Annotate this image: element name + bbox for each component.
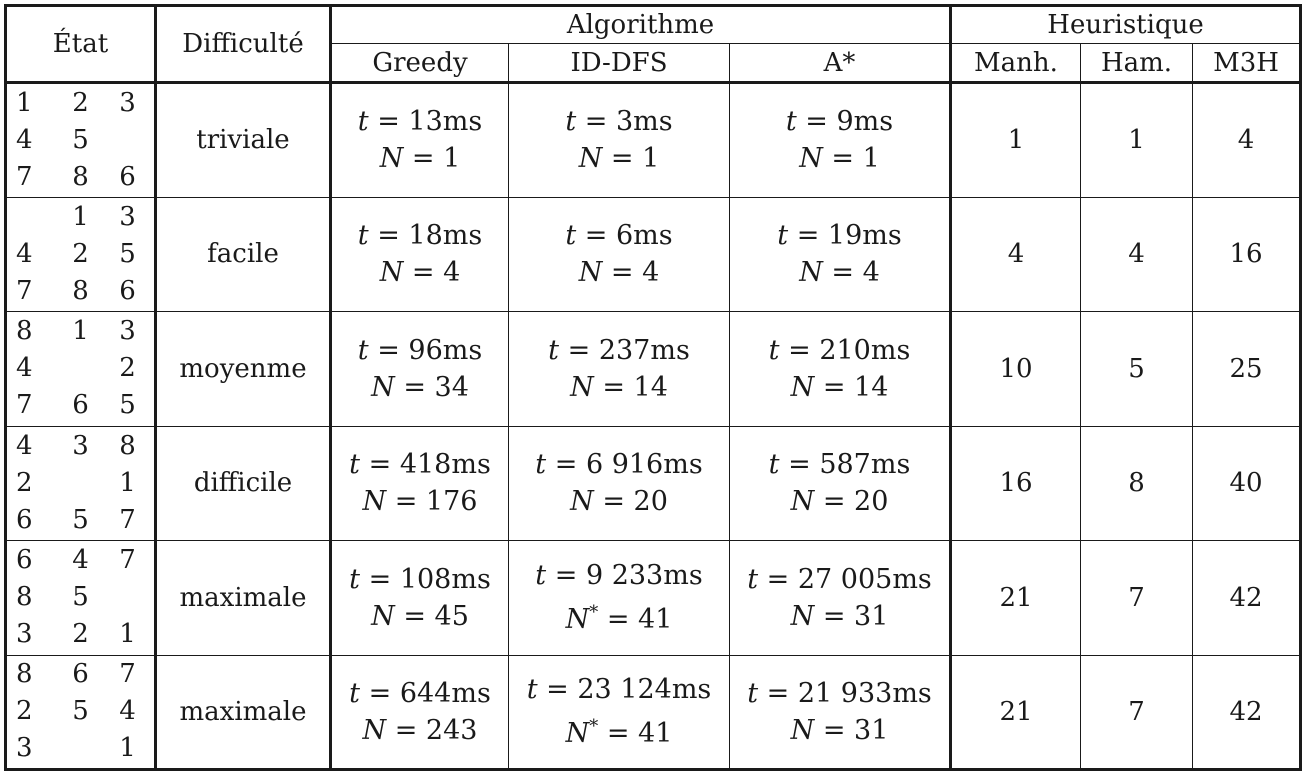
puzzle-tile: 3	[16, 733, 33, 764]
state-cell	[6, 541, 156, 656]
header-heuristique: Heuristique	[951, 6, 1301, 44]
state-cell	[6, 426, 156, 541]
manh-value: 16	[951, 426, 1081, 541]
puzzle-tile: 4	[72, 545, 89, 576]
puzzle-tile: 7	[16, 390, 33, 421]
iddfs-nodes: N* = 41	[565, 602, 673, 636]
puzzle-tile: 6	[72, 659, 89, 690]
greedy-cell	[331, 541, 509, 656]
puzzle-grid	[10, 199, 151, 310]
table-row	[6, 655, 1301, 770]
puzzle-tile: 2	[16, 467, 33, 498]
m3h-value: 42	[1193, 541, 1301, 656]
astar-time: t = 19ms	[777, 220, 902, 252]
iddfs-time: t = 237ms	[548, 334, 690, 366]
puzzle-tile: 2	[72, 87, 89, 118]
puzzle-tile: 2	[119, 353, 136, 384]
greedy-nodes: N = 243	[362, 714, 478, 746]
iddfs-cell	[509, 83, 730, 198]
difficulty-cell: moyenme	[156, 312, 331, 427]
difficulty-cell: maximale	[156, 655, 331, 770]
state-cell	[6, 312, 156, 427]
greedy-nodes: N = 4	[379, 257, 461, 289]
header-difficulte: Difficulté	[156, 6, 331, 83]
puzzle-tile: 3	[119, 87, 136, 118]
astar-time: t = 21 933ms	[747, 677, 932, 709]
puzzle-tile	[104, 579, 151, 616]
puzzle-grid	[10, 428, 151, 539]
header-astar: A*	[730, 44, 951, 83]
difficulty-cell: triviale	[156, 83, 331, 198]
greedy-cell	[331, 197, 509, 312]
astar-nodes: N = 14	[790, 371, 889, 403]
header-ham: Ham.	[1081, 44, 1193, 83]
header-row-1	[6, 6, 1301, 44]
iddfs-nodes: N = 1	[578, 143, 660, 175]
astar-cell	[730, 655, 951, 770]
state-cell	[6, 197, 156, 312]
greedy-time: t = 108ms	[349, 563, 491, 595]
iddfs-time: t = 23 124ms	[526, 674, 712, 706]
header-iddfs: ID-DFS	[509, 44, 730, 83]
manh-value: 4	[951, 197, 1081, 312]
iddfs-nodes: N = 4	[578, 257, 660, 289]
difficulty-cell: maximale	[156, 541, 331, 656]
puzzle-tile: 5	[72, 582, 89, 613]
astar-cell	[730, 426, 951, 541]
puzzle-tile: 7	[16, 161, 33, 192]
astar-cell	[730, 541, 951, 656]
puzzle-tile: 1	[119, 733, 136, 764]
iddfs-cell	[509, 197, 730, 312]
header-manh: Manh.	[951, 44, 1081, 83]
iddfs-time: t = 3ms	[565, 106, 673, 138]
header-etat: État	[6, 6, 156, 83]
astar-nodes: N = 4	[799, 257, 880, 289]
puzzle-tile: 2	[16, 696, 33, 727]
m3h-value: 4	[1193, 83, 1301, 198]
puzzle-tile	[57, 730, 104, 767]
greedy-time: t = 418ms	[349, 449, 491, 481]
manh-value: 1	[951, 83, 1081, 198]
astar-nodes: N = 1	[799, 143, 880, 175]
header-greedy: Greedy	[331, 44, 509, 83]
puzzle-tile: 1	[119, 619, 136, 650]
iddfs-time: t = 9 233ms	[535, 560, 703, 592]
puzzle-grid	[10, 85, 151, 196]
puzzle-tile: 4	[16, 238, 33, 269]
table-row	[6, 541, 1301, 656]
greedy-cell	[331, 426, 509, 541]
astar-time: t = 27 005ms	[747, 563, 932, 595]
difficulty-cell: difficile	[156, 426, 331, 541]
puzzle-tile: 3	[119, 201, 136, 232]
greedy-nodes: N = 34	[371, 371, 469, 403]
iddfs-cell	[509, 541, 730, 656]
ham-value: 4	[1081, 197, 1193, 312]
astar-cell	[730, 83, 951, 198]
puzzle-tile: 6	[119, 161, 136, 192]
greedy-time: t = 13ms	[357, 106, 483, 138]
greedy-time: t = 18ms	[357, 220, 483, 252]
astar-nodes: N = 31	[790, 600, 889, 632]
puzzle-tile: 5	[72, 696, 89, 727]
astar-time: t = 9ms	[785, 106, 894, 138]
puzzle-grid	[10, 313, 151, 424]
puzzle-tile: 3	[16, 619, 33, 650]
iddfs-nodes: N* = 41	[565, 716, 673, 750]
astar-cell	[730, 312, 951, 427]
puzzle-tile: 7	[119, 504, 136, 535]
greedy-time: t = 96ms	[357, 334, 483, 366]
m3h-value: 25	[1193, 312, 1301, 427]
results-table	[4, 4, 1302, 771]
ham-value: 1	[1081, 83, 1193, 198]
puzzle-tile: 1	[72, 316, 89, 347]
puzzle-tile: 5	[119, 238, 136, 269]
table-row	[6, 312, 1301, 427]
puzzle-tile: 4	[119, 696, 136, 727]
iddfs-time: t = 6 916ms	[535, 449, 703, 481]
puzzle-tile: 3	[72, 430, 89, 461]
puzzle-tile: 7	[119, 545, 136, 576]
puzzle-tile: 8	[16, 659, 33, 690]
difficulty-cell: facile	[156, 197, 331, 312]
iddfs-cell	[509, 312, 730, 427]
greedy-cell	[331, 83, 509, 198]
puzzle-tile: 5	[72, 504, 89, 535]
puzzle-tile: 8	[16, 316, 33, 347]
puzzle-tile: 8	[119, 430, 136, 461]
manh-value: 10	[951, 312, 1081, 427]
state-cell	[6, 655, 156, 770]
astar-time: t = 587ms	[768, 449, 911, 481]
ham-value: 5	[1081, 312, 1193, 427]
puzzle-tile: 6	[16, 545, 33, 576]
m3h-value: 16	[1193, 197, 1301, 312]
astar-time: t = 210ms	[768, 334, 911, 366]
puzzle-tile: 8	[72, 275, 89, 306]
greedy-nodes: N = 45	[371, 600, 469, 632]
astar-nodes: N = 20	[790, 486, 889, 518]
iddfs-cell	[509, 655, 730, 770]
astar-cell	[730, 197, 951, 312]
iddfs-time: t = 6ms	[565, 220, 673, 252]
table-row	[6, 426, 1301, 541]
puzzle-tile	[57, 465, 104, 502]
greedy-cell	[331, 655, 509, 770]
manh-value: 21	[951, 655, 1081, 770]
puzzle-tile: 8	[16, 582, 33, 613]
puzzle-tile: 6	[16, 504, 33, 535]
puzzle-grid	[10, 656, 151, 767]
header-algorithme: Algorithme	[331, 6, 951, 44]
puzzle-tile: 4	[16, 353, 33, 384]
m3h-value: 40	[1193, 426, 1301, 541]
puzzle-tile: 2	[72, 619, 89, 650]
iddfs-nodes: N = 14	[570, 371, 668, 403]
iddfs-cell	[509, 426, 730, 541]
puzzle-tile: 6	[119, 275, 136, 306]
puzzle-tile	[104, 122, 151, 159]
ham-value: 7	[1081, 655, 1193, 770]
puzzle-tile: 7	[119, 659, 136, 690]
astar-nodes: N = 31	[790, 714, 889, 746]
puzzle-tile: 7	[16, 275, 33, 306]
puzzle-tile: 8	[72, 161, 89, 192]
puzzle-grid	[10, 542, 151, 653]
manh-value: 21	[951, 541, 1081, 656]
header-m3h: M3H	[1193, 44, 1301, 83]
greedy-nodes: N = 1	[379, 143, 461, 175]
m3h-value: 42	[1193, 655, 1301, 770]
state-cell	[6, 83, 156, 198]
greedy-nodes: N = 176	[362, 486, 478, 518]
greedy-time: t = 644ms	[349, 677, 491, 709]
table-row	[6, 83, 1301, 198]
puzzle-tile: 2	[72, 238, 89, 269]
puzzle-tile: 4	[16, 124, 33, 155]
puzzle-tile	[57, 350, 104, 387]
ham-value: 8	[1081, 426, 1193, 541]
puzzle-tile: 5	[72, 124, 89, 155]
puzzle-tile: 4	[16, 430, 33, 461]
puzzle-tile: 1	[72, 201, 89, 232]
puzzle-tile: 1	[16, 87, 33, 118]
puzzle-tile: 1	[119, 467, 136, 498]
puzzle-tile: 6	[72, 390, 89, 421]
ham-value: 7	[1081, 541, 1193, 656]
greedy-cell	[331, 312, 509, 427]
table-row	[6, 197, 1301, 312]
puzzle-tile: 3	[119, 316, 136, 347]
puzzle-tile	[10, 199, 57, 236]
puzzle-tile: 5	[119, 390, 136, 421]
iddfs-nodes: N = 20	[570, 486, 668, 518]
